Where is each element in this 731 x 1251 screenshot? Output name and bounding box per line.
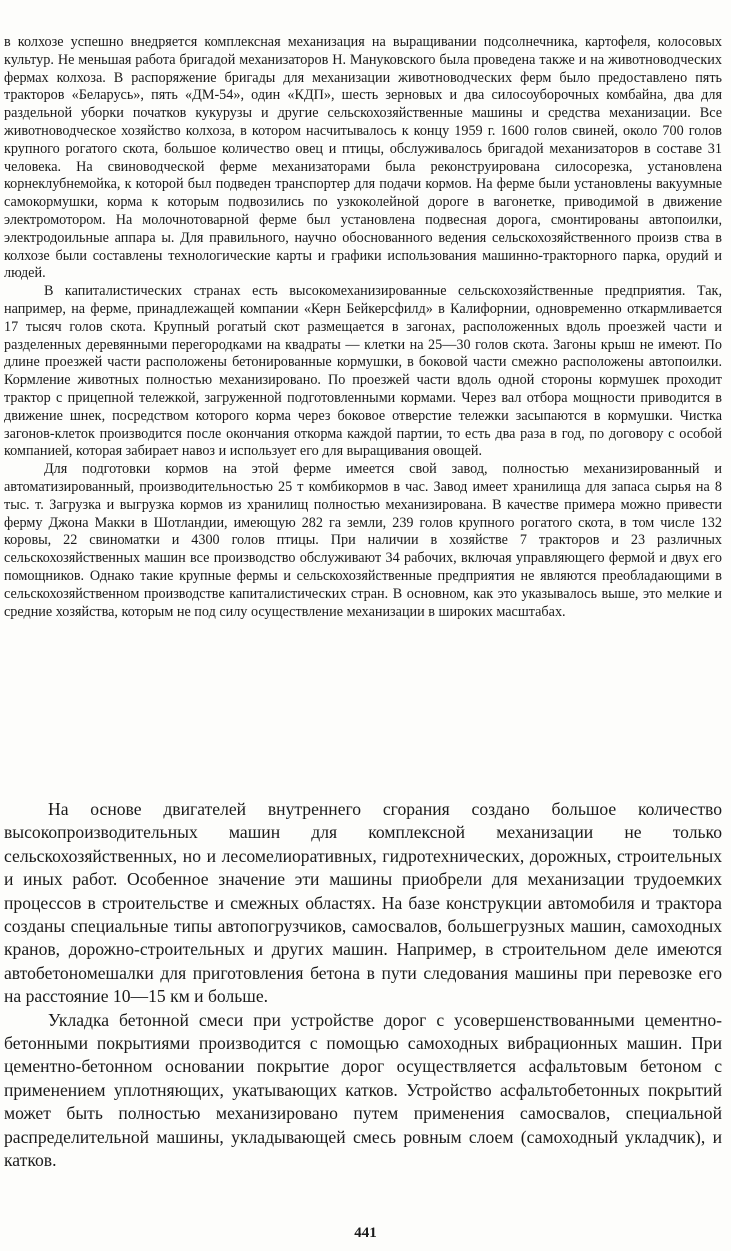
- paragraph: Укладка бетонной смеси при устройстве дорог с усовершенствованными цементно-бетонными покрытиями производится с помощью самоходных вибрационных машин. При цементно-бетонном основании покрытие дорог осуществляется асфальтовым бетоном с применением уплотняющих, укатывающих катков. Устройство асфальтобетонных покрытий может быть полностью механизировано путем применения самосвалов, специальной распределительной машины, укладывающей смесь ровным слоем (самоходный укладчик), и катков.: [4, 1009, 722, 1171]
- small-print-section: [4, 34, 722, 621]
- paragraph: в колхозе успешно внедряется комплексная механизация на выращивании подсолнечника, картофеля, колосовых культур. Не меньшая работа бригадой механизаторов Н. Мануковского была проведена также и на животноводческих фермах колхоза. В распоряжение бригады для механизации животноводческих ферм было предоставлено пять тракторов «Беларусь», пять «ДМ-54», один «КДП», шесть зерновых и два силосоуборочных комбайна, два для раздельной уборки початков кукурузы и другие сельскохозяйственные машины и средства механизации. Все животноводческое хозяйство колхоза, в котором насчитывалось к концу 1959 г. 1600 голов свиней, около 700 голов крупного рогатого скота, большое количество овец и птицы, обслуживалось бригадой механизаторов в составе 31 человека. На свиноводческой ферме механизаторами была реконструирована силосорезка, установлена корнеклубнемойка, к которой был подведен транспортер для подачи кормов. На ферме были установлены вакуумные самокормушки, корма к которым подвозились по узкоколейной дороге в вагонетке, приводимой в движение электромотором. На молочнотоварной ферме был установлена подвесная дорога, смонтированы автопоилки, электродоильные аппара ы. Для правильного, научно обоснованного ведения сельскохозяйственного произв ства в колхозе были составлены технологические карты и графики использования машинно-тракторного парка, орудий и людей.: [4, 34, 722, 282]
- paragraph: На основе двигателей внутреннего сгорания создано большое количество высокопроизводительных машин для комплексной механизации не только сельскохозяйственных, но и лесомелиоративных, гидротехнических, дорожных, строительных и иных работ. Особенное значение эти машины приобрели для механизации трудоемких процессов в строительстве и смежных областях. На базе конструкции автомобиля и трактора созданы специальные типы автопогрузчиков, самосвалов, большегрузных машин, самоходных кранов, дорожно-строительных и других машин. Например, в строительном деле имеются автобетономешалки для приготовления бетона в пути следования машины при перевозке его на расстояние 10—15 км и больше.: [4, 799, 722, 1007]
- paragraph: В капиталистических странах есть высокомеханизированные сельскохозяйственные предприятия. Так, например, на ферме, принадлежащей компании «Керн Бейкерсфилд» в Калифорнии, одновременно откармливается 17 тысяч голов скота. Крупный рогатый скот размещается в загонах, расположенных вдоль проезжей части и разделенных деревянными перегородками на квадраты — клетки на 25—30 голов скота. Загоны крыш не имеют. По длине проезжей части расположены бетонированные кормушки, в боковой части смежно расположены автопоилки. Кормление животных полностью механизировано. По проезжей части вдоль одной стороны кормушек проходит трактор с прицепной тележкой, загруженной подготовленными кормами. Через вал отбора мощности приводится в движение шнек, посредством которого корма через боковое отверстие тележки засыпаются в кормушки. Чистка загонов-клеток производится после окончания откорма каждой партии, то есть два раза в год, по договору с особой компанией, которая забирает навоз и использует его для выращивания овощей.: [4, 283, 722, 460]
- main-text-section: [4, 798, 722, 1173]
- paragraph: Для подготовки кормов на этой ферме имеется свой завод, полностью механизированный и автоматизированный, производительностью 25 т комбикормов в час. Завод имеет хранилища для запаса сырья на 8 тыс. т. Загрузка и выгрузка кормов из хранилищ полностью механизирована. В качестве примера можно привести ферму Джона Макки в Шотландии, имеющую 282 га земли, 239 голов крупного рогатого скота, в том числе 132 коровы, 22 свиноматки и 4300 голов птицы. При наличии в хозяйстве 7 тракторов и 23 различных сельскохозяйственных машин все производство обслуживают 34 рабочих, включая управляющего фермой и двух его помощников. Однако такие крупные фермы и сельскохозяйственные предприятия не являются преобладающими в сельскохозяйственном производстве капиталистических стран. В основном, как это указывалось выше, это мелкие и средние хозяйства, которым не под силу осуществление механизации в широких масштабах.: [4, 461, 722, 620]
- page-number: 441: [354, 1225, 377, 1241]
